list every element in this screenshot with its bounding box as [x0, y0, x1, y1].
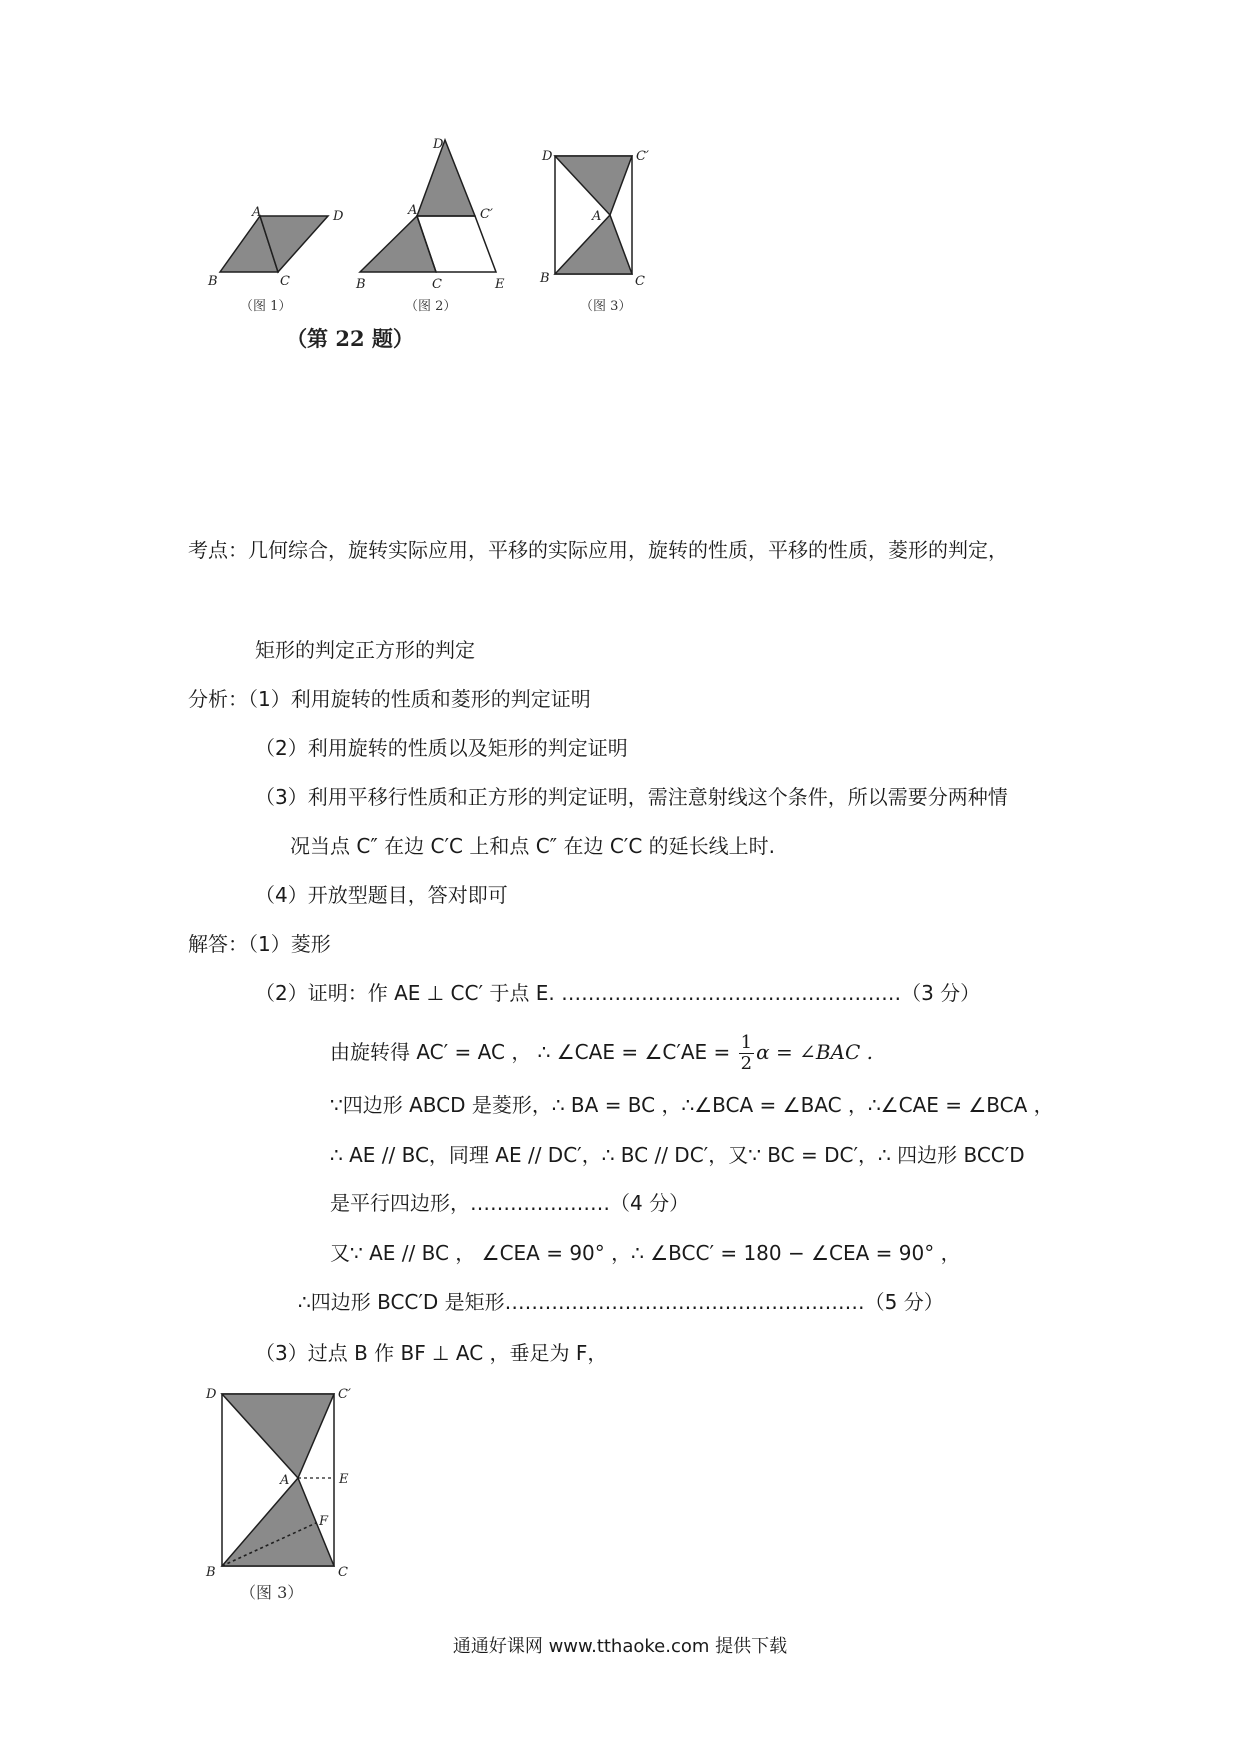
jieda-line-5: ∴ AE // BC，同理 AE // DC′，∴ BC // DC′，又∵ BC = DC′，∴ 四边形 BCC′D	[330, 1143, 1025, 1167]
jieda-line-3-post: α = ∠BAC .	[756, 1040, 874, 1064]
fig3-label-b: B	[540, 271, 550, 286]
fenxi-line-4: 况当点 C″ 在边 C′C 上和点 C″ 在边 C′C 的延长线上时.	[290, 834, 776, 858]
fig2-label-b: B	[356, 277, 366, 292]
fraction-numerator: 1	[740, 1032, 753, 1053]
fig2-caption: （图 2）	[405, 299, 457, 314]
figure-bottom	[200, 1380, 380, 1605]
jieda-line-4: ∵四边形 ABCD 是菱形，∴ BA = BC ，∴∠BCA = ∠BAC ，∴∠CAE = ∠BCA ，	[330, 1093, 1054, 1117]
figure-2	[355, 137, 505, 314]
fenxi-line-3: （3）利用平移行性质和正方形的判定证明，需注意射线这个条件，所以需要分两种情	[255, 785, 1008, 809]
figb-label-b: B	[206, 1565, 216, 1580]
question-caption: （第 22 题）	[286, 326, 414, 351]
figb-label-d: D	[206, 1387, 217, 1402]
fenxi-line-1: 分析：（1）利用旋转的性质和菱形的判定证明	[188, 687, 591, 711]
fraction-denominator: 2	[740, 1053, 753, 1074]
fenxi-line-5: （4）开放型题目，答对即可	[255, 883, 508, 907]
fig1-label-d: D	[333, 209, 344, 224]
fig2-label-cp: C′	[480, 207, 493, 222]
figure-top-group	[180, 137, 760, 380]
fig1-label-b: B	[208, 274, 218, 289]
fig3-label-cp: C′	[636, 149, 649, 164]
jieda-line-2: （2）证明：作 AE ⊥ CC′ 于点 E. ……………………………………………（3 分）	[255, 981, 981, 1005]
figure-1	[207, 205, 344, 314]
figb-label-a: A	[280, 1473, 290, 1488]
fig3-caption: （图 3）	[580, 299, 632, 314]
fig2-triangle-bottom	[360, 216, 436, 272]
fig3-label-a: A	[592, 209, 602, 224]
kaodian-line-2: 矩形的判定正方形的判定	[255, 638, 475, 662]
figb-label-e: E	[339, 1472, 349, 1487]
fig3-label-c: C	[635, 274, 645, 289]
fraction-one-half	[739, 1033, 754, 1074]
fenxi-line-2: （2）利用旋转的性质以及矩形的判定证明	[255, 736, 628, 760]
fig2-triangle-top	[417, 140, 475, 216]
fig2-label-e: E	[495, 277, 505, 292]
jieda-line-9: （3）过点 B 作 BF ⊥ AC ，垂足为 F，	[255, 1341, 608, 1365]
fig1-label-a: A	[252, 205, 262, 220]
jieda-line-3-pre: 由旋转得 AC′ = AC ， ∴ ∠CAE = ∠C′AE =	[330, 1040, 737, 1064]
figure-top-svg	[180, 137, 760, 340]
figb-label-f: F	[319, 1514, 329, 1529]
jieda-line-7: 又∵ AE // BC ， ∠CEA = 90° ，∴ ∠BCC′ = 180 − ∠CEA = 90° ，	[330, 1241, 961, 1265]
figure-3	[539, 149, 649, 314]
jieda-line-3	[330, 1030, 873, 1074]
figb-label-cp: C′	[338, 1387, 351, 1402]
fig3-label-d: D	[542, 149, 553, 164]
jieda-line-6: 是平行四边形，…………………（4 分）	[330, 1191, 690, 1215]
figb-triangle-bottom	[222, 1478, 334, 1566]
jieda-line-8: ∴四边形 BCC′D 是矩形………………………………………………（5 分）	[298, 1290, 944, 1314]
figb-label-c: C	[338, 1565, 348, 1580]
jieda-line-1: 解答：（1）菱形	[188, 932, 331, 956]
fig1-caption: （图 1）	[240, 299, 292, 314]
kaodian-line-1: 考点：几何综合，旋转实际应用，平移的实际应用，旋转的性质，平移的性质，菱形的判定，	[188, 538, 1008, 562]
figb-caption: （图 3）	[240, 1583, 304, 1602]
figb-triangle-top	[222, 1394, 334, 1478]
figure-bottom-svg	[200, 1380, 380, 1605]
fig2-label-a: A	[408, 203, 418, 218]
fig3-triangle-top	[555, 156, 632, 215]
fig2-label-c: C	[432, 277, 442, 292]
fig2-label-d: D	[433, 137, 444, 152]
fig1-label-c: C	[280, 274, 290, 289]
footer-text: 通通好课网 www.tthaoke.com 提供下载	[452, 1636, 788, 1657]
